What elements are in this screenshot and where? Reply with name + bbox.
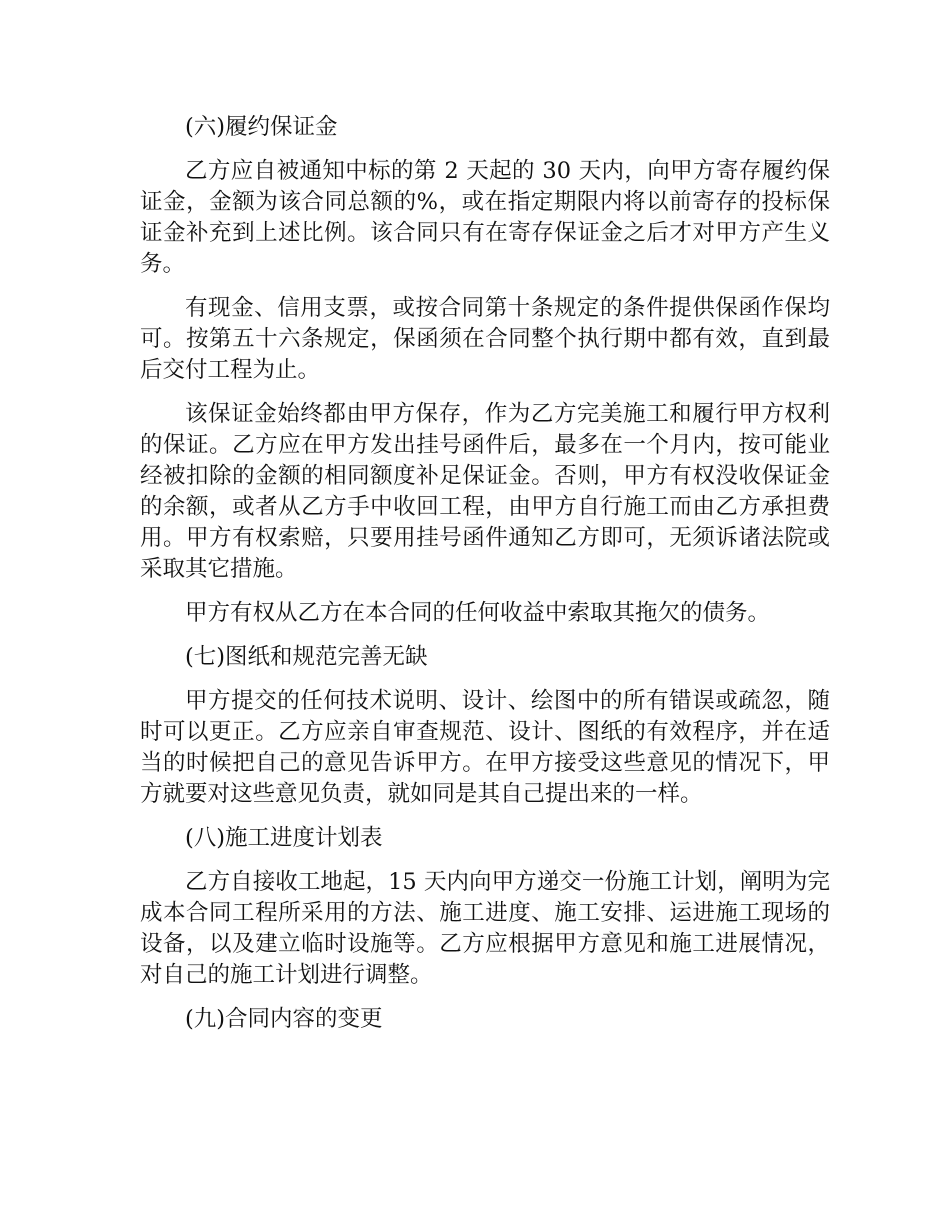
paragraph-schedule-plan: 乙方自接收工地起，15 天内向甲方递交一份施工计划，阐明为完成本合同工程所采用的方法、施工进度、施工安排、运进施工现场的设备，以及建立临时设施等。乙方应根据甲方意见和施工进展情况，对自己的施工计划进行调整。 <box>140 869 830 988</box>
document-body <box>140 112 830 1048</box>
section-heading-contract-changes: (九)合同内容的变更 <box>185 1006 383 1032</box>
paragraph-bond-forms: 有现金、信用支票，或按合同第十条规定的条件提供保函作保均可。按第五十六条规定，保函须在合同整个执行期中都有效，直到最后交付工程为止。 <box>140 295 830 383</box>
paragraph-drawings-corrections: 甲方提交的任何技术说明、设计、绘图中的所有错误或疏忽，随时可以更正。乙方应亲自审查规范、设计、图纸的有效程序，并在适当的时候把自己的意见告诉甲方。在甲方接受这些意见的情况下，甲方就要对这些意见负责，就如同是其自己提出来的一样。 <box>140 688 830 807</box>
paragraph-debt-recovery: 甲方有权从乙方在本合同的任何收益中索取其拖欠的债务。 <box>185 600 771 626</box>
section-heading-drawings: (七)图纸和规范完善无缺 <box>185 644 428 670</box>
section-heading-performance-bond: (六)履约保证金 <box>185 114 338 140</box>
paragraph-bond-deposit: 乙方应自被通知中标的第 2 天起的 30 天内，向甲方寄存履约保证金，金额为该合同总额的%，或在指定期限内将以前寄存的投标保证金补充到上述比例。该合同只有在寄存保证金之后才对甲方产生义务。 <box>140 158 830 277</box>
paragraph-bond-custody: 该保证金始终都由甲方保存，作为乙方完美施工和履行甲方权利的保证。乙方应在甲方发出挂号函件后，最多在一个月内，按可能业经被扣除的金额的相同额度补足保证金。否则，甲方有权没收保证金的余额，或者从乙方手中收回工程，由甲方自行施工而由乙方承担费用。甲方有权索赔，只要用挂号函件通知乙方即可，无须诉诸法院或采取其它措施。 <box>140 401 830 582</box>
section-heading-schedule: (八)施工进度计划表 <box>185 825 383 851</box>
